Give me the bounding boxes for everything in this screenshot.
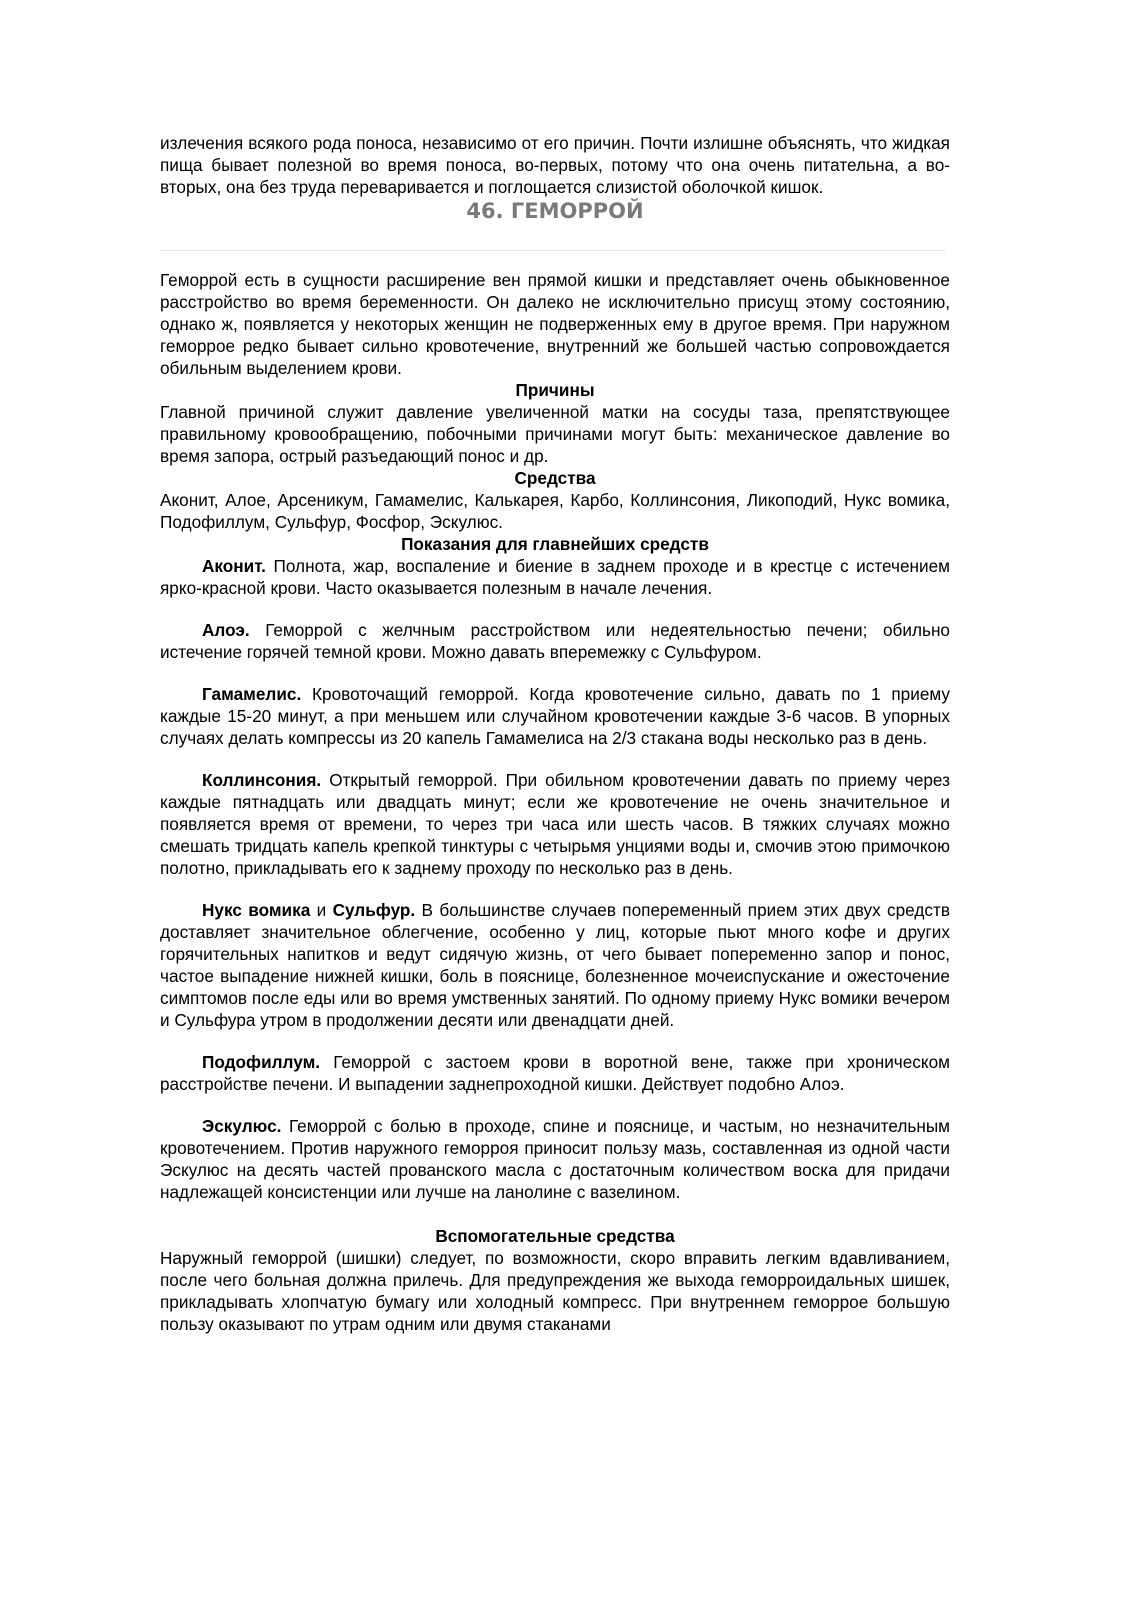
remedy-text: Геморрой с желчным расстройством или недеятельностью печени; обильно истечение горячей темной крови. Можно давать вперемежку с Сульфуром. [160, 620, 950, 662]
chapter-title: 46. ГЕМОРРОЙ [466, 199, 644, 223]
conjunction: и [310, 900, 333, 920]
intro-paragraph: излечения всякого рода поноса, независимо от его причин. Почти излишне объяснять, что жидкая пища бывает полезной во время поноса, во-первых, потому что она очень питательна, а во-вторых, она без труда переваривается и поглощается слизистой оболочкой кишок. [160, 133, 950, 197]
entry-collinsonia [160, 769, 950, 879]
remedy-text: Кровоточащий геморрой. Когда кровотечение сильно, давать по 1 приему каждые 15-20 минут, а при меньшем или случайном кровотечении каждые 3-6 часов. В упорных случаях делать компрессы из 20 капель Гамамелиса на 2/3 стакана воды несколько раз в день. [160, 684, 950, 748]
entry-podophyllum [160, 1051, 950, 1095]
remedy-text: Геморрой с застоем крови в воротной вене, также при хроническом расстройстве печени. И выпадении заднепроходной кишки. Действует подобно Алоэ. [160, 1052, 950, 1094]
document-page [160, 132, 950, 1335]
remedy-name: Нукс вомика [202, 900, 311, 920]
remedy-name: Подофиллум. [202, 1052, 321, 1072]
remedies-paragraph: Аконит, Алое, Арсеникум, Гамамелис, Калькарея, Карбо, Коллинсония, Ликоподий, Нукс вомика, Подофиллум, Сульфур, Фосфор, Эскулюс. [160, 490, 950, 532]
remedy-name: Аконит. [202, 556, 266, 576]
entry-aesculus [160, 1115, 950, 1203]
entry-aconite [160, 555, 950, 599]
remedy-name: Сульфур. [332, 900, 416, 920]
remedies-heading: Средства [514, 468, 596, 488]
entry-aloe [160, 619, 950, 663]
auxiliary-heading: Вспомогательные средства [435, 1226, 675, 1246]
remedy-name: Алоэ. [202, 620, 250, 640]
description-paragraph: Геморрой есть в сущности расширение вен прямой кишки и представляет очень обыкновенное расстройство во время беременности. Он далеко не исключительно присущ этому состоянию, однако ж, появляется у некоторых женщин не подверженных ему в другое время. При наружном геморрое редко бывает сильно кровотечение, внутренний же большей частью сопровождается обильным выделением крови. [160, 270, 950, 378]
remedy-name: Эскулюс. [202, 1116, 282, 1136]
entry-hamamelis [160, 683, 950, 749]
causes-paragraph: Главной причиной служит давление увеличенной матки на сосуды таза, препятствующее правильному кровообращению, побочными причинами могут быть: механическое давление во время запора, острый разъедающий понос и др. [160, 402, 950, 466]
remedy-text: В большинстве случаев попеременный прием этих двух средств доставляет значительное облегчение, особенно у лиц, которые пьют много кофе и других горячительных напитков и ведут сидячую жизнь, от чего бывает попеременно запор и понос, частое выпадение нижней кишки, боль в пояснице, болезненное мочеиспускание и ожесточение симптомов после еды или во время умственных занятий. По одному приему Нукс вомики вечером и Сульфура утром в продолжении десяти или двенадцати дней. [160, 900, 950, 1030]
remedy-name: Гамамелис. [202, 684, 302, 704]
entry-nux-sulphur [160, 899, 950, 1031]
remedy-name: Коллинсония. [202, 770, 322, 790]
indications-heading: Показания для главнейших средств [401, 534, 709, 554]
remedy-text: Открытый геморрой. При обильном кровотечении давать по приему через каждые пятнадцать или двадцать минут; если же кровотечение не очень значительное и появляется время от времени, то через три часа или шесть часов. В тяжких случаях можно смешать тридцать капель крепкой тинктуры с четырьмя унциями воды и, смочив этою примочкою полотно, прикладывать его к заднему проходу по несколько раз в день. [160, 770, 950, 878]
auxiliary-paragraph: Наружный геморрой (шишки) следует, по возможности, скоро вправить легким вдавливанием, после чего больная должна прилечь. Для предупреждения же выхода геморроидальных шишек, прикладывать хлопчатую бумагу или холодный компресс. При внутреннем геморрое большую пользу оказывают по утрам одним или двумя стаканами [160, 1248, 950, 1334]
title-divider [160, 250, 946, 251]
remedy-text: Полнота, жар, воспаление и биение в заднем проходе и в крестце с истечением ярко-красной крови. Часто оказывается полезным в начале лечения. [160, 556, 950, 598]
remedy-text: Геморрой с болью в проходе, спине и пояснице, и частым, но незначительным кровотечением. Против наружного геморроя приносит пользу мазь, составленная из одной части Эскулюс на десять частей прованского масла с достаточным количеством воска для придачи надлежащей консистенции или лучше на ланолине с вазелином. [160, 1116, 950, 1202]
causes-heading: Причины [515, 380, 595, 400]
